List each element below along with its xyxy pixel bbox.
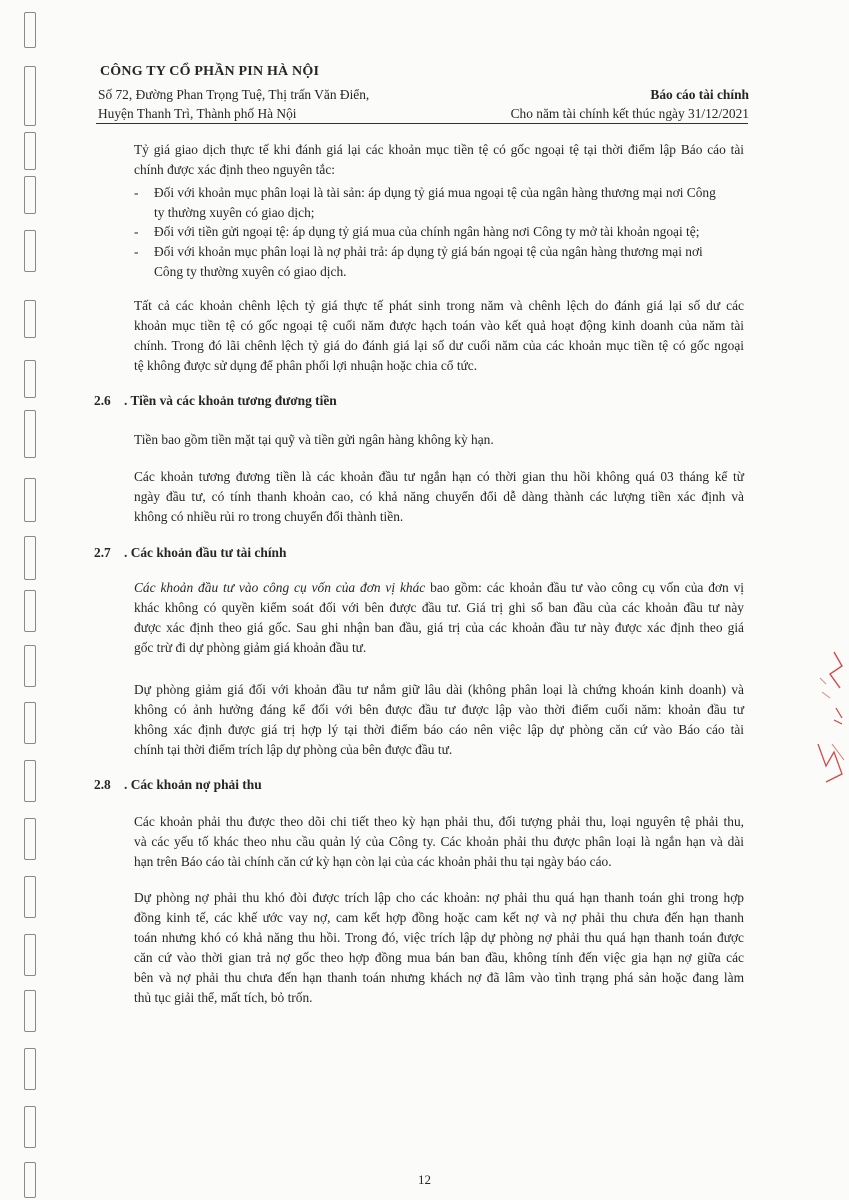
text-line	[134, 578, 744, 598]
exchange-rate-paragraph	[134, 296, 744, 376]
text-line: thủ tục giải thể, mất tích, bỏ trốn.	[134, 990, 313, 1005]
bullet-dash: -	[134, 244, 139, 259]
italic-lead-text: Các khoản đầu tư vào công cụ vốn của đơn vị khác	[134, 580, 426, 595]
section-title: . Tiền và các khoản tương đương tiền	[124, 393, 337, 408]
report-period: Cho năm tài chính kết thúc ngày 31/12/2021	[510, 106, 749, 121]
text-line: Tất cả các khoản chênh lệch tỷ giá thực tế phát sinh trong năm và chênh lệch do đánh giá lại số dư các	[134, 298, 744, 313]
text-line: bên và nợ phải thu chưa đến hạn thanh toán nhưng khách nợ đã lâm vào tình trạng phá sản hoặc đang làm	[134, 970, 744, 985]
text-line: tệ không được sử dụng để phân phối lợi nhuận hoặc chia cổ tức.	[134, 358, 478, 373]
text-line: không có ảnh hưởng đáng kể đối với bên được đầu tư được lập vào thời điểm cuối năm: khoản đầu tư	[134, 702, 744, 717]
section-paragraph	[134, 812, 744, 872]
text-line: Đối với khoản mục phân loại là nợ phải trả: áp dụng tỷ giá bán ngoại tệ của ngân hàng thương mại nơi	[154, 244, 703, 259]
text-line: Tỷ giá giao dịch thực tế khi đánh giá lại các khoản mục tiền tệ có gốc ngoại tệ tại thời điểm lập Báo cáo tài	[134, 142, 744, 157]
text-line: toán nhưng khó có khả năng thu hồi. Trong đó, việc trích lập dự phòng nợ phải thu quá hạn thanh toán được	[134, 930, 744, 945]
text-line: hạn trên Báo cáo tài chính căn cứ kỳ hạn còn lại của các khoản phải thu tại ngày báo cáo.	[134, 854, 612, 869]
section-number: 2.7	[94, 545, 111, 560]
text-line: không có nhiều rủi ro trong chuyển đổi thành tiền.	[134, 509, 404, 524]
section-paragraph	[134, 430, 744, 450]
text-line: Đối với khoản mục phân loại là tài sản: áp dụng tỷ giá mua ngoại tệ của ngân hàng thương mại nơi Công	[154, 185, 716, 200]
text-line: Đối với tiền gửi ngoại tệ: áp dụng tỷ giá mua của chính ngân hàng nơi Công ty mở tài khoản ngoại tệ;	[154, 224, 700, 239]
text-line: Công ty thường xuyên có giao dịch.	[154, 264, 347, 279]
text-line: khoản mục tiền tệ có gốc ngoại tệ cuối năm được hạch toán vào kết quả hoạt động kinh doanh của năm tài	[134, 318, 744, 333]
section-paragraph	[134, 578, 744, 658]
text-line: khác không có quyền kiểm soát đối với bên được đầu tư. Giá trị ghi sổ ban đầu của các khoản đầu tư này	[134, 600, 744, 615]
company-name: CÔNG TY CỔ PHẦN PIN HÀ NỘI	[100, 64, 320, 79]
text-line: chính được xác định theo nguyên tắc:	[134, 162, 336, 177]
page-number: 12	[418, 1172, 431, 1187]
bullet-dash: -	[134, 224, 139, 239]
text-line: ngày đầu tư, có tính thanh khoản cao, có khả năng chuyển đổi dễ dàng thành các lượng tiền xác định và	[134, 489, 744, 504]
section-number: 2.8	[94, 777, 111, 792]
stamp-fragment-icon	[812, 648, 848, 798]
text-line: ty thường xuyên có giao dịch;	[154, 205, 315, 220]
text-run: bao gồm: các khoản đầu tư vào công cụ vốn của đơn vị	[425, 580, 744, 595]
section-title: . Các khoản nợ phải thu	[124, 777, 262, 792]
company-address-line-1: Số 72, Đường Phan Trọng Tuệ, Thị trấn Văn Điển,	[98, 87, 370, 102]
text-line: căn cứ vào thời gian trả nợ gốc theo hợp đồng mua bán ban đầu, không tính đến việc gia hạn nợ giữa các	[134, 950, 744, 965]
text-line: và các yếu tố khác theo nhu cầu quản lý của Công ty. Các khoản phải thu được phân loại là ngắn hạn và dài	[134, 834, 744, 849]
text-line: gốc trừ đi dự phòng giảm giá khoản đầu tư.	[134, 640, 367, 655]
company-address-line-2: Huyện Thanh Trì, Thành phố Hà Nội	[98, 106, 297, 121]
report-title: Báo cáo tài chính	[650, 87, 749, 102]
section-number: 2.6	[94, 393, 111, 408]
text-line: Các khoản phải thu được theo dõi chi tiết theo kỳ hạn phải thu, đối tượng phải thu, loại nguyên tệ phải thu,	[134, 814, 744, 829]
section-paragraph	[134, 680, 744, 760]
text-line: chính. Trong đó lãi chênh lệch tỷ giá do đánh giá lại số dư cuối năm của các khoản mục tiền tệ có gốc ngoại	[134, 338, 744, 353]
section-paragraph	[134, 888, 744, 1008]
text-line: Dự phòng nợ phải thu khó đòi được trích lập cho các khoản: nợ phải thu quá hạn thanh toán ghi trong hợp	[134, 890, 744, 905]
intro-paragraph	[134, 140, 744, 180]
text-line: Tiền bao gồm tiền mặt tại quỹ và tiền gửi ngân hàng không kỳ hạn.	[134, 432, 494, 447]
section-paragraph	[134, 467, 744, 527]
text-line: chính tại thời điểm trích lập dự phòng của bên được đầu tư.	[134, 742, 453, 757]
bullet-dash: -	[134, 185, 139, 200]
text-line: đồng kinh tế, các khế ước vay nợ, cam kết hợp đồng hoặc cam kết nợ và nợ phải thu chưa đến hạn thanh	[134, 910, 744, 925]
header-divider	[96, 123, 748, 124]
text-line: được xác định theo giá gốc. Sau ghi nhận ban đầu, giá trị của các khoản đầu tư này được xác định theo giá	[134, 620, 744, 635]
text-line: Các khoản tương đương tiền là các khoản đầu tư ngắn hạn có thời gian thu hồi không quá 03 tháng kể từ	[134, 469, 744, 484]
section-title: . Các khoản đầu tư tài chính	[124, 545, 287, 560]
text-line: không xác định được giá trị hợp lý tại thời điểm báo cáo nên việc lập dự phòng căn cứ vào Báo cáo tài	[134, 722, 744, 737]
text-line: Dự phòng giảm giá đối với khoản đầu tư nắm giữ lâu dài (không phân loại là chứng khoán kinh doanh) và	[134, 682, 744, 697]
